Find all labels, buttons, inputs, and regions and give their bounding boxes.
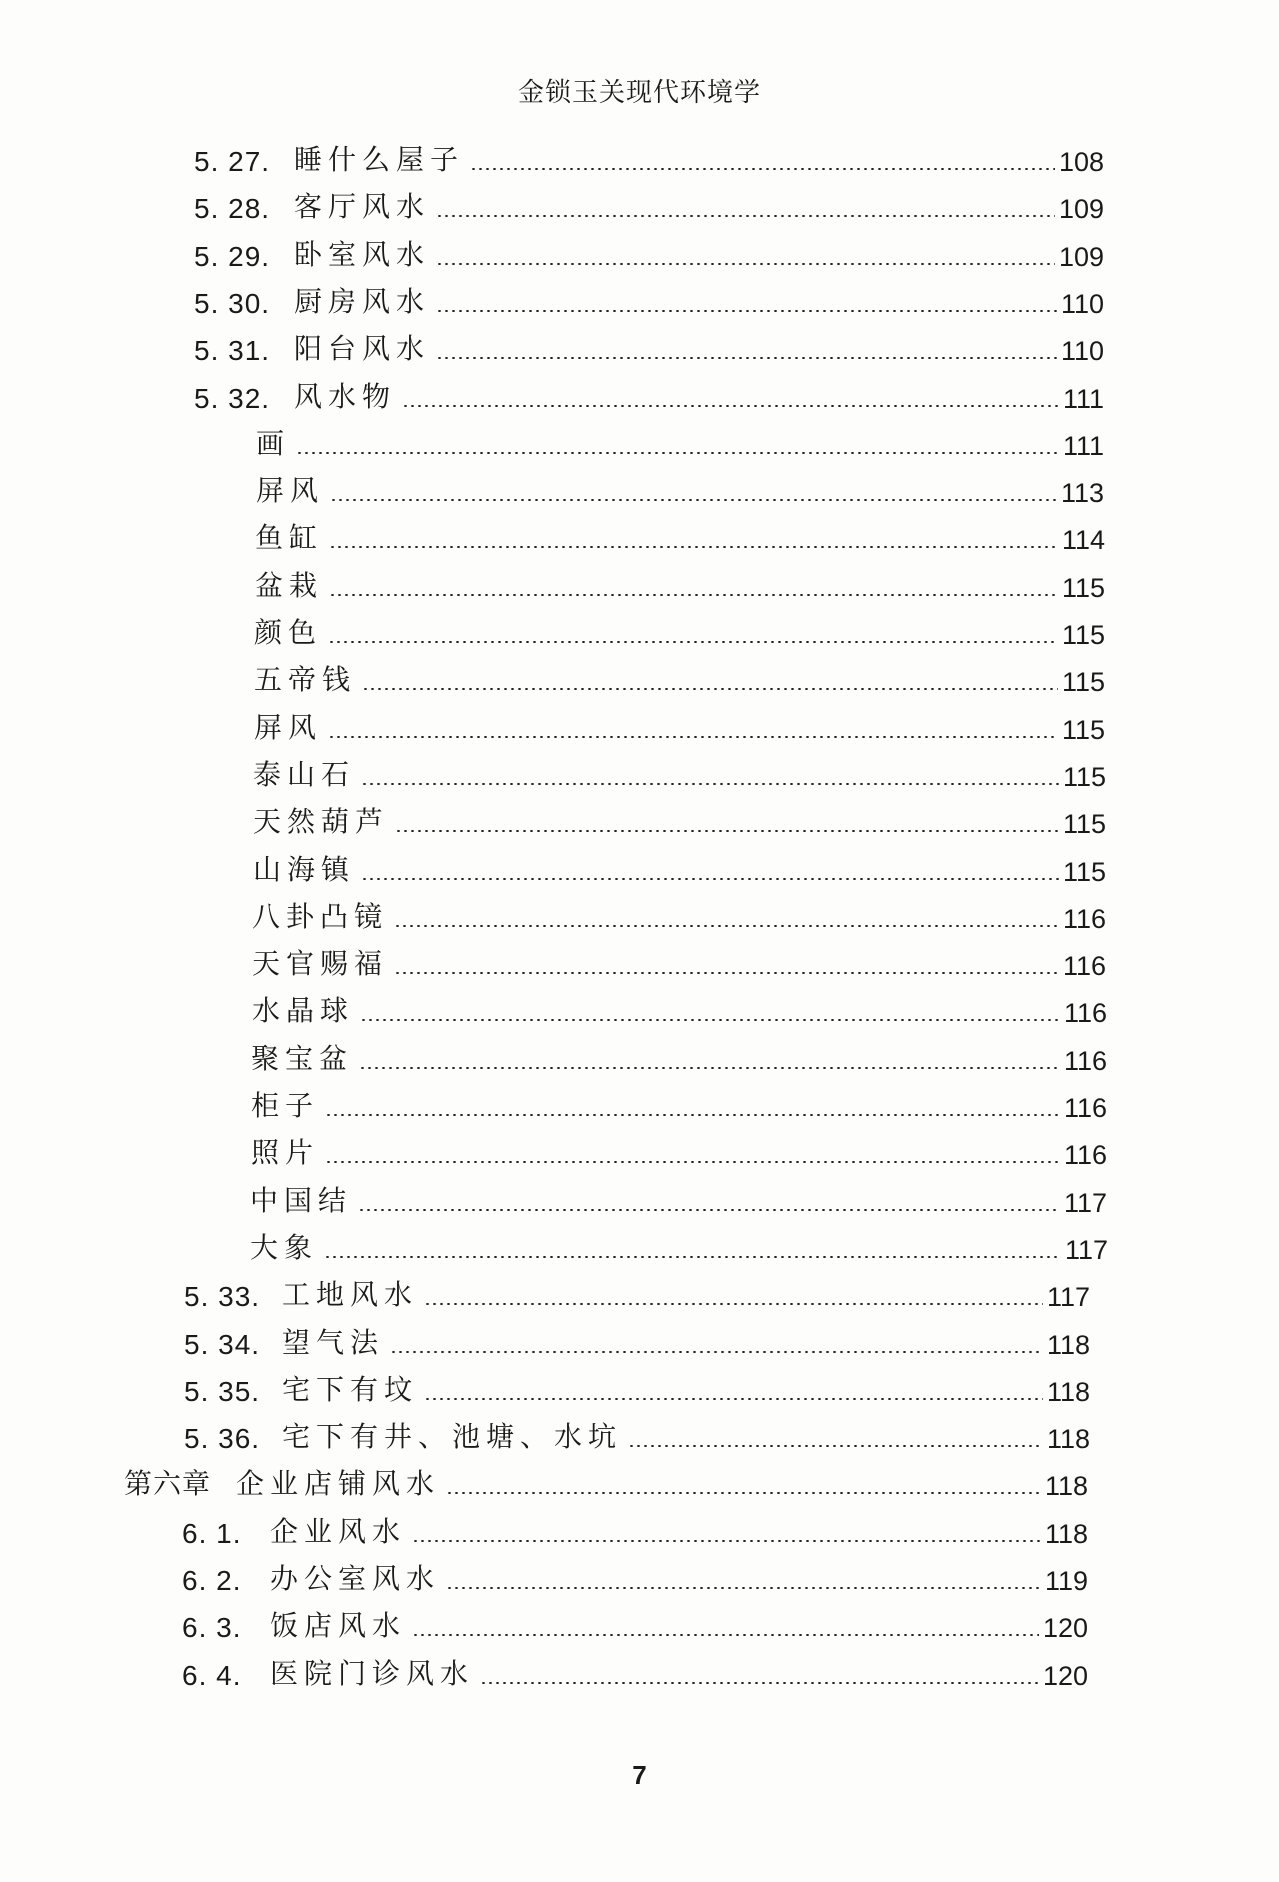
toc-entry-page: 118 [1044, 1471, 1088, 1501]
toc-entry-title: 画 [256, 427, 291, 460]
toc-entry [184, 1368, 1090, 1408]
toc-entry-title: 企业店铺风水 [236, 1467, 441, 1500]
toc-entry-page: 111 [1062, 431, 1104, 461]
toc-entry [254, 611, 1105, 651]
toc-leader-dots [361, 878, 1059, 880]
toc-entry [253, 800, 1106, 840]
toc-entry-title: 饭店风水 [270, 1609, 407, 1642]
toc-entry-number: 5. 36. [184, 1423, 261, 1454]
toc-entry-title: 水晶球 [252, 994, 355, 1027]
toc-entry-title: 聚宝盆 [251, 1042, 354, 1075]
toc-entry-title: 柜子 [251, 1089, 320, 1122]
toc-leader-dots [362, 688, 1058, 690]
toc-entry [252, 895, 1106, 935]
toc-entry [182, 1604, 1088, 1644]
toc-entry-title: 宅下有坟 [282, 1373, 419, 1406]
toc-leader-dots [358, 1209, 1060, 1211]
toc-entry-number: 5. 30. [194, 288, 271, 319]
toc-entry-number: 第六章 [124, 1468, 212, 1499]
toc-entry-page: 109 [1058, 242, 1104, 272]
toc-leader-dots [436, 310, 1057, 312]
toc-entry [250, 1179, 1107, 1219]
toc-entry [124, 1462, 1088, 1502]
toc-leader-dots [470, 168, 1055, 170]
toc-entry [252, 942, 1106, 982]
toc-entry-title: 泰山石 [253, 758, 356, 791]
toc-entry [194, 375, 1104, 415]
toc-entry-page: 119 [1044, 1566, 1088, 1596]
toc-entry-page: 114 [1061, 525, 1105, 555]
toc-entry-title: 厨房风水 [294, 285, 431, 318]
toc-entry [253, 848, 1106, 888]
toc-leader-dots [424, 1398, 1043, 1400]
toc-entry-title: 宅下有井、池塘、水坑 [282, 1420, 623, 1453]
toc-entry-page: 116 [1063, 998, 1107, 1028]
toc-leader-dots [324, 1256, 1061, 1258]
toc-leader-dots [402, 405, 1059, 407]
toc-entry-page: 115 [1061, 715, 1105, 745]
toc-entry-title: 天官赐福 [252, 947, 389, 980]
toc-entry [253, 753, 1106, 793]
toc-entry-number: 6. 2. [182, 1565, 242, 1596]
toc-entry-page: 118 [1044, 1519, 1088, 1549]
toc-entry-number: 6. 1. [182, 1518, 242, 1549]
toc-entry-title: 颜色 [254, 616, 323, 649]
toc-entry-number: 5. 32. [194, 383, 271, 414]
toc-entry-page: 120 [1042, 1613, 1088, 1643]
page-header-title: 金锁玉关现代环境学 [517, 78, 761, 108]
toc-entry [256, 469, 1104, 509]
toc-entry-page: 115 [1061, 667, 1105, 697]
toc-leader-dots [436, 263, 1055, 265]
toc-entry-title: 八卦凸镜 [252, 900, 389, 933]
toc-entry-page: 109 [1058, 194, 1104, 224]
toc-entry-title: 工地风水 [282, 1278, 419, 1311]
toc-leader-dots [325, 1161, 1060, 1163]
toc-leader-dots [390, 1351, 1043, 1353]
toc-entry-title: 阳台风水 [294, 332, 431, 365]
toc-leader-dots [424, 1303, 1043, 1305]
toc-entry [182, 1557, 1088, 1597]
toc-entry-title: 中国结 [250, 1184, 353, 1217]
toc-entry-page: 115 [1061, 573, 1105, 603]
toc-entry-title: 山海镇 [253, 853, 356, 886]
toc-leader-dots [394, 972, 1059, 974]
toc-entry-title: 盆栽 [255, 569, 324, 602]
toc-entry-number: 5. 27. [194, 146, 271, 177]
toc-entry-title: 客厅风水 [294, 190, 431, 223]
toc-entry-title: 卧室风水 [294, 238, 431, 271]
toc-entry [255, 564, 1105, 604]
toc-entry [194, 233, 1104, 273]
toc-leader-dots [412, 1634, 1039, 1636]
toc-entry-page: 115 [1062, 857, 1106, 887]
toc-leader-dots [325, 1114, 1060, 1116]
toc-entry [254, 706, 1105, 746]
toc-entry [256, 422, 1104, 462]
toc-leader-dots [480, 1682, 1039, 1684]
toc-entry-page: 115 [1062, 809, 1106, 839]
toc-entry-page: 118 [1046, 1424, 1090, 1454]
toc-entry [184, 1321, 1090, 1361]
toc-entry [182, 1510, 1088, 1550]
toc-entry [251, 1037, 1107, 1077]
toc-leader-dots [296, 452, 1059, 454]
toc-entry-number: 5. 29. [194, 241, 271, 272]
toc-entry-title: 望气法 [282, 1326, 385, 1359]
toc-leader-dots [328, 736, 1058, 738]
toc-leader-dots [359, 1067, 1060, 1069]
toc-entry [194, 185, 1104, 225]
page-number: 7 [632, 1760, 647, 1790]
toc-entry-title: 睡什么屋子 [294, 143, 465, 176]
toc-entry-page: 115 [1061, 620, 1105, 650]
toc-entry-title: 风水物 [294, 380, 397, 413]
toc-entry [251, 1131, 1107, 1171]
toc-entry [254, 658, 1105, 698]
toc-entry-page: 118 [1046, 1377, 1090, 1407]
toc-leader-dots [412, 1540, 1041, 1542]
toc-entry [194, 138, 1104, 178]
toc-entry-page: 111 [1062, 384, 1104, 414]
toc-entry-number: 5. 35. [184, 1376, 261, 1407]
toc-entry-page: 117 [1046, 1282, 1090, 1312]
toc-entry-page: 116 [1063, 1140, 1107, 1170]
toc-entry-page: 108 [1058, 147, 1104, 177]
toc-entry-title: 办公室风水 [270, 1562, 441, 1595]
toc-leader-dots [436, 357, 1057, 359]
toc-entry-number: 5. 34. [184, 1329, 261, 1360]
toc-leader-dots [628, 1445, 1043, 1447]
toc-entry-page: 113 [1060, 478, 1104, 508]
toc-entry-number: 5. 28. [194, 193, 271, 224]
toc-entry [251, 1084, 1107, 1124]
toc-entry [252, 989, 1107, 1029]
toc-entry-title: 屏风 [254, 711, 323, 744]
toc-entry-page: 116 [1063, 1046, 1107, 1076]
toc-entry-title: 医院门诊风水 [270, 1657, 475, 1690]
toc-entry-number: 5. 31. [194, 335, 271, 366]
toc-entry [255, 516, 1105, 556]
toc-leader-dots [446, 1587, 1041, 1589]
toc-entry-title: 屏风 [256, 474, 325, 507]
toc-leader-dots [329, 546, 1058, 548]
toc-entry-number: 5. 33. [184, 1281, 261, 1312]
toc-entry-title: 五帝钱 [254, 663, 357, 696]
toc-entry [250, 1226, 1108, 1266]
toc-leader-dots [394, 925, 1059, 927]
toc-entry [194, 280, 1104, 320]
toc-entry-page: 120 [1042, 1661, 1088, 1691]
toc-leader-dots [330, 499, 1057, 501]
toc-leader-dots [436, 215, 1055, 217]
toc-entry-title: 鱼缸 [255, 521, 324, 554]
toc-entry [184, 1273, 1090, 1313]
toc-entry-page: 116 [1063, 1093, 1107, 1123]
toc-entry-title: 天然葫芦 [253, 805, 390, 838]
toc-entry-page: 117 [1064, 1235, 1108, 1265]
toc-leader-dots [446, 1492, 1041, 1494]
toc-entry-title: 企业风水 [270, 1515, 407, 1548]
toc-entry-number: 6. 4. [182, 1660, 242, 1691]
toc-leader-dots [329, 594, 1058, 596]
toc-leader-dots [328, 641, 1058, 643]
toc-entry-page: 118 [1046, 1330, 1090, 1360]
toc-entry-page: 110 [1060, 289, 1104, 319]
toc-entry-page: 115 [1062, 762, 1106, 792]
toc-entry [194, 327, 1104, 367]
toc-leader-dots [395, 830, 1059, 832]
toc-entry-page: 116 [1062, 904, 1106, 934]
toc-entry-page: 110 [1060, 336, 1104, 366]
toc-leader-dots [361, 783, 1059, 785]
toc-leader-dots [360, 1019, 1060, 1021]
toc-entry-number: 6. 3. [182, 1612, 242, 1643]
toc-entry-title: 大象 [250, 1231, 319, 1264]
toc-entry [184, 1415, 1090, 1455]
toc-entry [182, 1652, 1088, 1692]
toc-entry-page: 116 [1062, 951, 1106, 981]
toc-entry-title: 照片 [251, 1136, 320, 1169]
toc-entry-page: 117 [1063, 1188, 1107, 1218]
